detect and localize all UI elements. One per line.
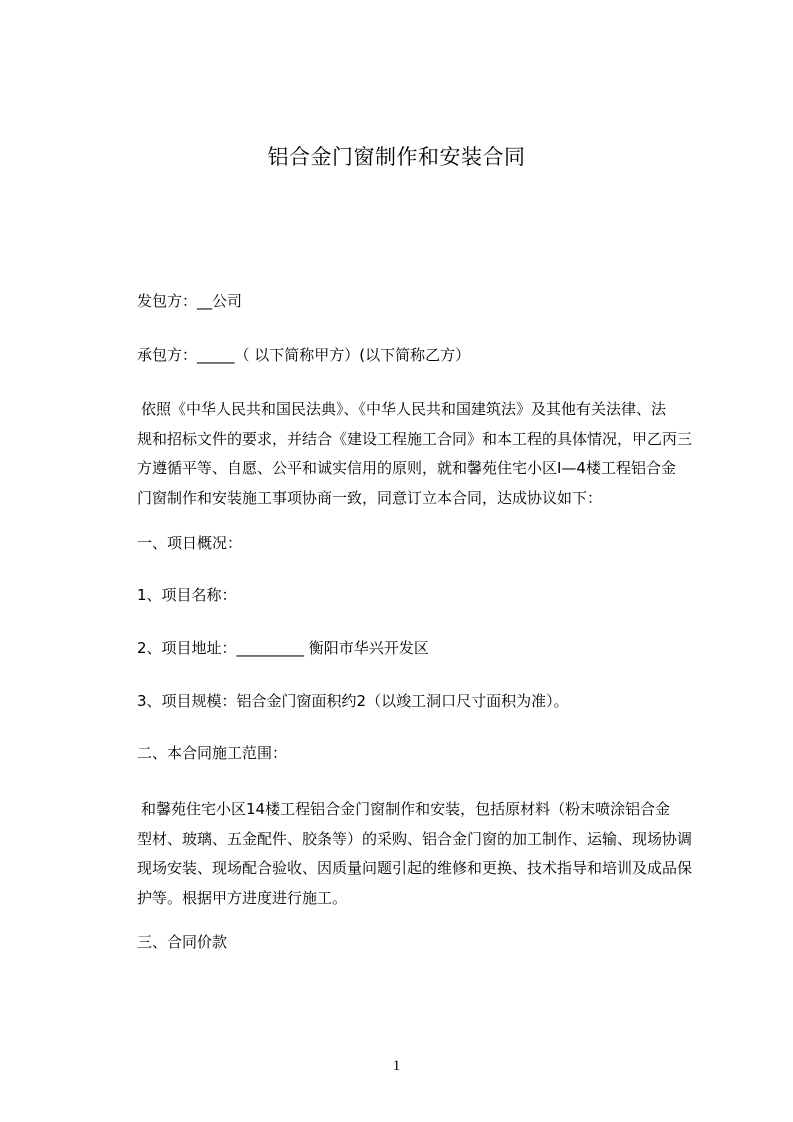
section-2-heading: 二、本合同施工范围： — [137, 744, 288, 762]
document-title: 铝合金门窗制作和安装合同 — [267, 145, 526, 169]
scope-line-2: 型材、玻璃、五金配件、胶条等）的采购、铝合金门窗的加工制作、运输、现场协调 — [137, 829, 693, 848]
preamble-line-2: 规和招标文件的要求，并结合《建设工程施工合同》和本工程的具体情况，甲乙丙三 — [137, 429, 693, 448]
page-number: 1 — [392, 1058, 401, 1074]
preamble-line-3: 方遵循平等、自愿、公平和诚实信用的原则，就和馨苑住宅小区Ⅰ—4楼工程铝合金 — [137, 459, 676, 477]
item-project-name: 1、项目名称： — [137, 586, 237, 604]
item-project-address: 2、项目地址：_________ 衡阳市华兴开发区 — [137, 639, 429, 657]
preamble-paragraph — [137, 395, 712, 513]
item-project-scale: 3、项目规模：铝合金门窗面积约2（以竣工洞口尺寸面积为准）。 — [137, 692, 569, 710]
scope-line-1: 和馨苑住宅小区14楼工程铝合金门窗制作和安装，包括原材料（粉末喷涂铝合金 — [141, 800, 671, 818]
preamble-line-4: 门窗制作和安装施工事项协商一致，同意订立本合同，达成协议如下： — [137, 488, 603, 507]
section-3-heading: 三、合同价款 — [137, 933, 228, 951]
party-a-line: 发包方：__公司 — [137, 292, 243, 310]
preamble-line-1: 依照《中华人民共和国民法典》、《中华人民共和国建筑法》及其他有关法律、法 — [141, 400, 667, 418]
section-1-heading: 一、项日概况： — [137, 534, 243, 552]
scope-line-4: 护等。根据甲方进度进行施工。 — [137, 888, 348, 907]
scope-line-3: 现场安装、现场配合验收、因质量问题引起的维修和更换、技术指导和培训及成品保 — [137, 859, 693, 877]
party-b-line: 承包方：_____（ 以下简称甲方）(以下简称乙方） — [137, 346, 471, 364]
scope-paragraph — [137, 795, 712, 913]
